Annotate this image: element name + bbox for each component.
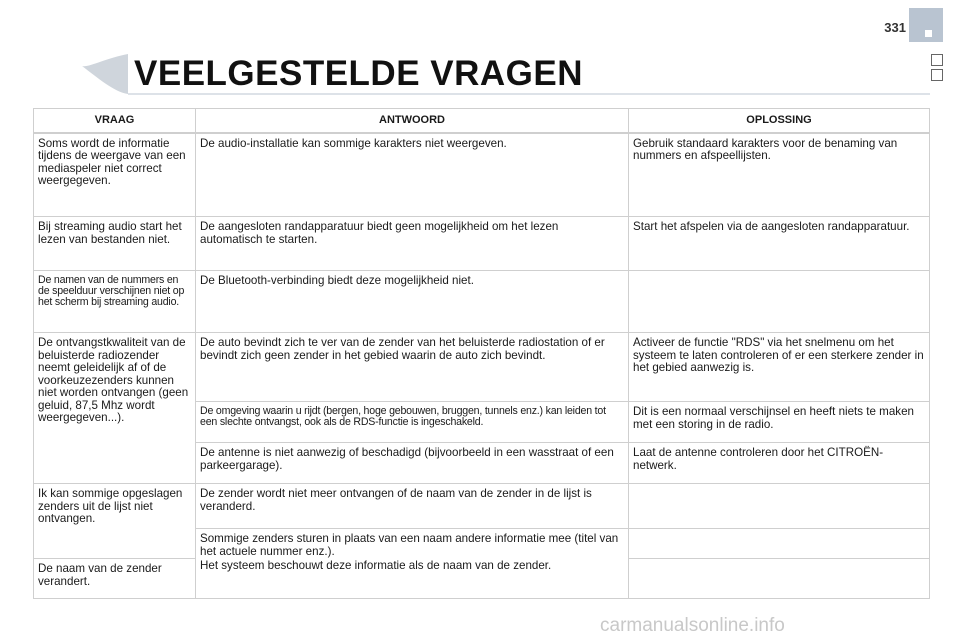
question-cell: Bij streaming audio start het lezen van bestanden niet. <box>34 217 196 271</box>
faq-table <box>33 108 930 599</box>
answer-cell: De auto bevindt zich te ver van de zender van het beluisterde radiostation of er bevindt zich geen zender in het gebied waarin de auto zich bevindt. <box>196 333 629 402</box>
solution-cell: Start het afspelen via de aangesloten randapparatuur. <box>629 217 930 271</box>
title-bar <box>36 48 930 96</box>
table-row <box>34 217 930 271</box>
chapter-box <box>931 69 943 81</box>
answer-cell: Sommige zenders sturen in plaats van een naam andere informatie mee (titel van het actuele nummer enz.). <box>196 529 629 559</box>
tab-marker <box>925 30 932 37</box>
watermark: carmanualsonline.info <box>600 615 785 636</box>
question-cell: Soms wordt de informatie tijdens de weergave van een mediaspeler niet correct weergegeven. <box>34 133 196 217</box>
chapter-box <box>931 54 943 66</box>
solution-cell <box>629 271 930 333</box>
column-header-question: VRAAG <box>34 109 196 133</box>
question-cell: De naam van de zender verandert. <box>34 559 196 599</box>
section-tab <box>909 8 943 42</box>
solution-cell: Laat de antenne controleren door het CITROËN-netwerk. <box>629 443 930 484</box>
answer-cell: De audio-installatie kan sommige karakters niet weergeven. <box>196 133 629 217</box>
solution-cell <box>629 559 930 599</box>
table-row <box>34 333 930 402</box>
question-cell: Ik kan sommige opgeslagen zenders uit de lijst niet ontvangen. <box>34 484 196 559</box>
answer-cell: De Bluetooth-verbinding biedt deze mogelijkheid niet. <box>196 271 629 333</box>
answer-cell: De aangesloten randapparatuur biedt geen mogelijkheid om het lezen automatisch te starten. <box>196 217 629 271</box>
question-cell: De namen van de nummers en de speelduur verschijnen niet op het scherm bij streaming audio. <box>34 271 196 333</box>
solution-cell: Dit is een normaal verschijnsel en heeft niets te maken met een storing in de radio. <box>629 402 930 443</box>
solution-cell <box>629 529 930 559</box>
table-row <box>34 559 930 599</box>
page-title: VEELGESTELDE VRAGEN <box>134 54 584 93</box>
answer-cell: Het systeem beschouwt deze informatie als de naam van de zender. <box>196 559 629 599</box>
table-row <box>34 133 930 217</box>
solution-cell: Gebruik standaard karakters voor de benaming van nummers en afspeellijsten. <box>629 133 930 217</box>
solution-cell: Activeer de functie "RDS" via het snelmenu om het systeem te laten controleren of er een sterkere zender in het gebied aanwezig is. <box>629 333 930 402</box>
answer-cell: De omgeving waarin u rijdt (bergen, hoge gebouwen, bruggen, tunnels enz.) kan leiden tot een slechte ontvangst, ook als de RDS-functie is ingeschakeld. <box>196 402 629 443</box>
table-row <box>34 484 930 529</box>
solution-cell <box>629 484 930 529</box>
answer-cell: De zender wordt niet meer ontvangen of de naam van de zender in de lijst is veranderd. <box>196 484 629 529</box>
column-header-answer: ANTWOORD <box>196 109 629 133</box>
column-header-solution: OPLOSSING <box>629 109 930 133</box>
page-number: 331 <box>884 20 906 35</box>
table-header-row <box>34 109 930 133</box>
table-row <box>34 271 930 333</box>
answer-cell: De antenne is niet aanwezig of beschadigd (bijvoorbeeld in een wasstraat of een parkeergarage). <box>196 443 629 484</box>
question-cell: De ontvangstkwaliteit van de beluisterde radiozender neemt geleidelijk af of de voorkeuzezenders kunnen niet worden ontvangen (geen geluid, 87,5 Mhz wordt weergegeven...). <box>34 333 196 484</box>
